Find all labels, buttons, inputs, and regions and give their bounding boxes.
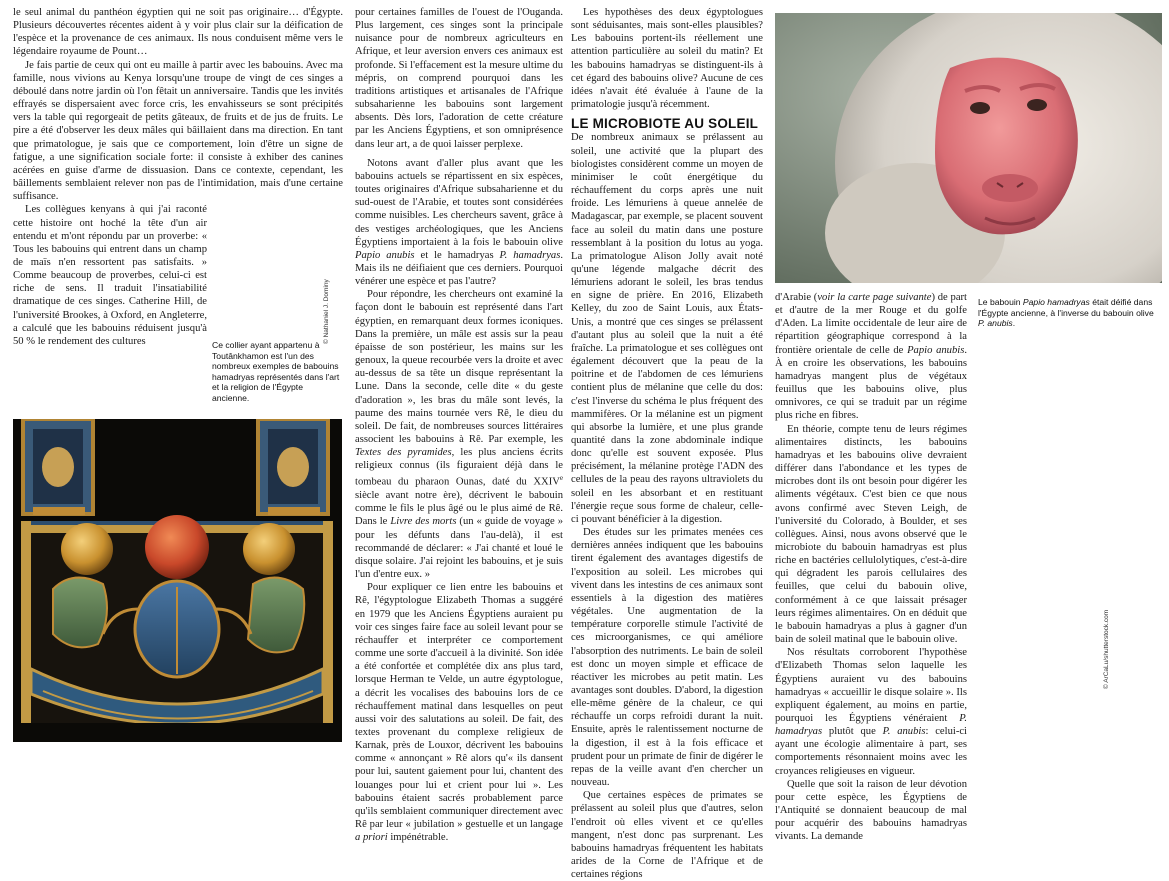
column-1 [13,6,343,348]
species-name: P. hamadryas [499,249,561,261]
photo-credit-left: © Nathaniel J. Dominy [323,279,330,344]
text-span: siècle avant notre ère), décrivent le babouin comme le fils le plus âgé ou le plus aimé de Rê. Dans le [355,490,563,528]
paragraph: Les hypothèses des deux égyptologues sont séduisantes, mais sont-elles plausibles? Les babouins portent-ils réellement une attention particulière au soleil du matin? Et les babouins hamadryas se distinguent-ils à cet égard des babouins olive? Aucune de ces idées n'avait été évaluée à l'aune de la primatologie jusqu'à récemment. [571,7,763,111]
text-span: . Mais ils ne déifiaient que ces derniers. Pourquoi vénérer une espèce et pas l'autre? [355,249,563,288]
paragraph [775,646,967,778]
paragraph: Des études sur les primates menées ces dernières années indiquent que les babouins tirent également des avantages digestifs de l'exposition au soleil. Les microbes qui vivent dans les intestins de ces animaux sont essentiels à la digestion des matières végétales. Une augmentation de la température corporelle stimule l'activité de ces microorganismes, ce qui améliore l'absorption des nutriments. Le bain de soleil est donc un moyen simple et efficace de réactiver les microbes au petit matin. Les avantages sont doubles. D'abord, la digestion elle-même génère de la chaleur, ce qui réchauffe un corps refroidi durant la nuit. Ensuite, après le ralentissement nocturne de la digestion, il est à la fois efficace et prudent pour un primate de finir de digérer le repas de la veille avant d'en chercher un nouveau. [571,527,763,789]
superscript: e [559,474,563,483]
paragraph: le seul animal du panthéon égyptien qui ne soit pas originaire… d'Égypte. Plusieurs découvertes récentes aident à y voir plus clair sur la déification de l'espèce et la provenance de ces animaux. Ils nous conduisent même vers le légendaire royaume de Pount… [13,7,343,58]
text-span: Notons avant d'aller plus avant que les babouins actuels se répartissent en six espèces, toutes originaires d'Afrique subsaharienne et du sud-ouest de l'Arabie, et toutes sont considérées comme nuisibles. Les chercheurs savent, grâce à des vestiges archéologiques, que les Anciens Égyptiens importaient à la fois le babouin olive [355,157,563,248]
species-name: Papio anubis [355,249,415,261]
paragraph [355,581,563,844]
species-name: P. anubis [882,726,926,738]
paragraph: De nombreux animaux se prélassent au soleil, une activité que la plupart des biologistes considèrent comme un moyen de minimiser le coût énergétique du réchauffement du corps après une nuit froide. Les lémuriens à queue annelée de Madagascar, par exemple, se placent souvent face au soleil du matin dans une posture ressemblant à la position du lotus au yoga. La primatologue Alison Jolly avait noté qu'une légende malgache décrit des lémuriens adorant le soleil, les bras tendus en signe de prière. En 2016, Elizabeth Kelley, du zoo de Saint Louis, aux États-Unis, a montré que ces singes se prélassent d'autant plus au soleil que la nuit a été fraîche. La primatologue et ses collègues ont également découvert que la peau de la poitrine et de l'abdomen de ces lémuriens contient plus de mélanine que celle du dos: c'est l'inverse du schéma le plus fréquent des mammifères. Or la mélanine est un pigment qui absorbe la lumière, et une plus grande quantité dans la zone abdominale indique donc qu'elle est souvent exposée. Plus précisément, la mélanine protège l'ADN des cellules de la peau des rayons ultraviolets du soleil en les absorbant et en restituant l'énergie reçue sous forme de chaleur, celle-ci pouvant bénéficier à la digestion. [571,132,763,525]
paragraph: En théorie, compte tenu de leurs régimes alimentaires distincts, les babouins hamadryas et les babouins olive devraient différer dans l'abondance et les types de microbes dont ils ont besoin pour digérer les aliments végétaux. C'est bien ce que nous avons confirmé avec Steven Leigh, de l'université du Colorado, à Boulder, et ses collègues. Ainsi, nous avons observé que le microbiote du babouin hamadryas est plus riche en bactéries cellulolytiques, c'est-à-dire qui dégradent les parois cellulaires des feuilles, que celui du babouin olive, conformément à ce que laissait présager leurs régimes alimentaires. On en déduit que le babouin hamadryas a plus à gagner d'un bain de soleil matinal que le babouin olive. [775,423,967,646]
book-title: Livre des morts [390,516,457,528]
paragraph: pour certaines familles de l'ouest de l'Ouganda. Plus largement, ces singes sont la principale nuisance pour de nombreux agriculteurs en Afrique, et leur aversion envers ces animaux est profonde. Si l'effacement est la mesure ultime du mépris, on comprend pourquoi dans les traditions artistiques et artisanales de l'Afrique subsaharienne les babouins sont largement absents. Dès lors, l'adoration de cette créature par les Anciens Égyptiens, et son omniprésence dans leur art, a de quoi laisser perplexe. [355,7,563,150]
caption-necklace: Ce collier ayant appartenu à Toutânkhamon est l'un des nombreux exemples de babouins hamadryas représentés dans l'art et la religion de l'Égypte ancienne. [212,340,340,403]
paragraph: Je fais partie de ceux qui ont eu maille à partir avec les babouins. Avec ma famille, nous vivions au Kenya lorsqu'une troupe de vingt de ces singes a déboulé dans notre jardin où l'on fêtait un anniversaire. Tandis que les invités effrayés se dispersaient avec force cris, les envahisseurs se sont précipités vers la table qui regorgeait de petits gâteaux, de fruits et de jus de fruits. Le pire a été d'observer les deux mâles qui bâillaient dans ma direction. En tant que primatologue, je sais que ce comportement, loin d'être un signe de fatigue, a une signification sociale forte: il consiste à exhiber des canines acérées en guise d'arme de dissuasion. Dans ce contexte, cependant, les bâillements semblaient relever non pas de l'intimidation, mais d'une certaine suffisance. [13,59,343,203]
section-heading: LE MICROBIOTE AU SOLEIL [571,116,759,132]
text-span: . [1012,318,1016,329]
baboon-illustration [775,13,1162,283]
text-span: et le hamadryas [414,249,500,261]
column-2 [355,6,563,844]
paragraph [355,157,563,289]
paragraph [355,288,563,581]
text-span: Le babouin [978,297,1023,307]
necklace-illustration [13,419,342,742]
map-reference: voir la carte page suivante [817,292,932,303]
text-span: était déifié dans l'Égypte ancienne, à l'inverse du babouin olive [978,297,1154,318]
paragraph: Que certaines espèces de primates se prélassent au soleil plus que d'autres, selon l'endroit où elles vivent et ce qu'elles mangent, n'est donc pas surprenant. Les babouins hamadryas fréquentent les habitats arides de la Corne de l'Afrique et de certaines régions [571,790,763,881]
text-span: plutôt que [822,726,883,738]
hamadryas-baboon-photo [775,13,1162,283]
century-numeral: XXIV [533,477,560,488]
column-4 [775,291,967,844]
paragraph: Quelle que soit la raison de leur dévotion pour cette espèce, les Égyptiens de l'Antiquité se donnaient beaucoup de mal pour acquérir des babouins hamadryas vivants. La demande [775,778,967,843]
text-span: Pour répondre, les chercheurs ont examiné la façon dont le babouin est représenté dans l'art égyptien, en remarquant deux formes iconiques. Dans la première, un mâle est assis sur la peau épaisse de son postérieur, les mains sur les genoux, la queue recourbée vers la droite et avec au-dessus de sa tête un disque représentant la Lune. Dans la seconde, celle dite « du geste d'adoration », les bras du mâle sont levés, la paume des mains tournée vers Rê, le dieu du soleil. De fait, de nombreuses sources littéraires associent les babouins à Rê. Par exemple, les [355,289,563,445]
species-name: Papio anubis [907,344,965,356]
caption-baboon [978,297,1163,329]
text-span: ) de part et d'autre de la mer Rouge et du golfe d'Aden. La limite occidentale de leur aire de répartition géographique correspond à la frontière orientale de celle de [775,292,967,356]
paragraph: Les collègues kenyans à qui j'ai raconté cette histoire ont hoché la tête d'un air entendu et m'ont répondu par un proverbe: « Tous les babouins qui entrent dans un champ de maïs n'en ressortent pas satisfaits. » Comme beaucoup de proverbes, celui-ci est riche de sens. Il traduit l'insatiabilité dramatique de ces singes. Catherine Hill, de l'université Brookes, à Oxford, en Angleterre, a calculé que les babouins réduisent jusqu'à 50 % le rendement des cultures [13,204,207,347]
text-span: Pour expliquer ce lien entre les babouins et Rê, l'égyptologue Elizabeth Thomas a suggéré en 1979 que les Anciens Égyptiens auraient pu voir ces singes faire face au soleil levant pour se réchauffer et interpréter ce comportement comme une sorte d'accueil à la divinité. Son idée a été confortée et complétée dix ans plus tard, lorsque Herman te Velde, un autre égyptologue, a décrit les vocalises des babouins lors de ce réchauffement matinal dans lesquelles on peut aussi voir des salutations au soleil. De fait, des textes provenant du complexe religieux de Karnak, près de Louxor, décrivent les babouins comme « annonçant » Rê alors qu'« ils dansent pour lui, sautent gaiement pour lui, chantent des louanges pour lui et crient pour lui ». Les babouins étaient sacrés probablement parce qu'ils semblaient communiquer directement avec Rê par leur « jubilation » gestuelle et un langage [355,582,563,831]
text-span: . À en croire les observations, les babouins hamadryas mangent plus de végétaux feuillus que les babouins olive, plus omnivores, ce qui se traduit par un régime plus riche en fibres. [775,344,967,422]
italic-phrase: a priori [355,832,388,844]
text-span: : celui-ci ayant une écologie alimentaire à part, ses comportements résonnaient moins avec les croyances religieuses en vigueur. [775,726,967,777]
text-span: Nos résultats corroborent l'hypothèse d'Elizabeth Thomas selon laquelle les Égyptiens auraient vu des babouins hamadryas « accueillir le disque solaire ». Ils expliquent également, au moins en partie, pourquoi les Égyptiens vénéraient [775,647,967,724]
text-span: (un « guide de voyage » pour les défunts dans l'au-delà), il est recommandé de déclarer: « J'ai chanté et loué le disque solaire. J'ai rejoint les babouins, et je suis l'un d'entre eux. » [355,516,564,581]
tutankhamun-necklace-image [13,419,342,742]
species-name: P. anubis [978,318,1013,329]
text-span: d'Arabie ( [775,292,818,303]
species-name: P. hamadryas [775,713,967,738]
text-span: , les plus anciens écrits religieux connus (ils figuraient déjà dans le tombeau du pharaon Ounas, daté du [355,447,563,488]
book-title: Textes des pyramides [355,447,452,459]
paragraph [775,291,967,423]
text-span: impénétrable. [387,832,449,844]
photo-credit-right: © ArCaLu/shutterstock.com [1103,609,1110,689]
species-name: Papio hamadryas [1022,297,1090,307]
